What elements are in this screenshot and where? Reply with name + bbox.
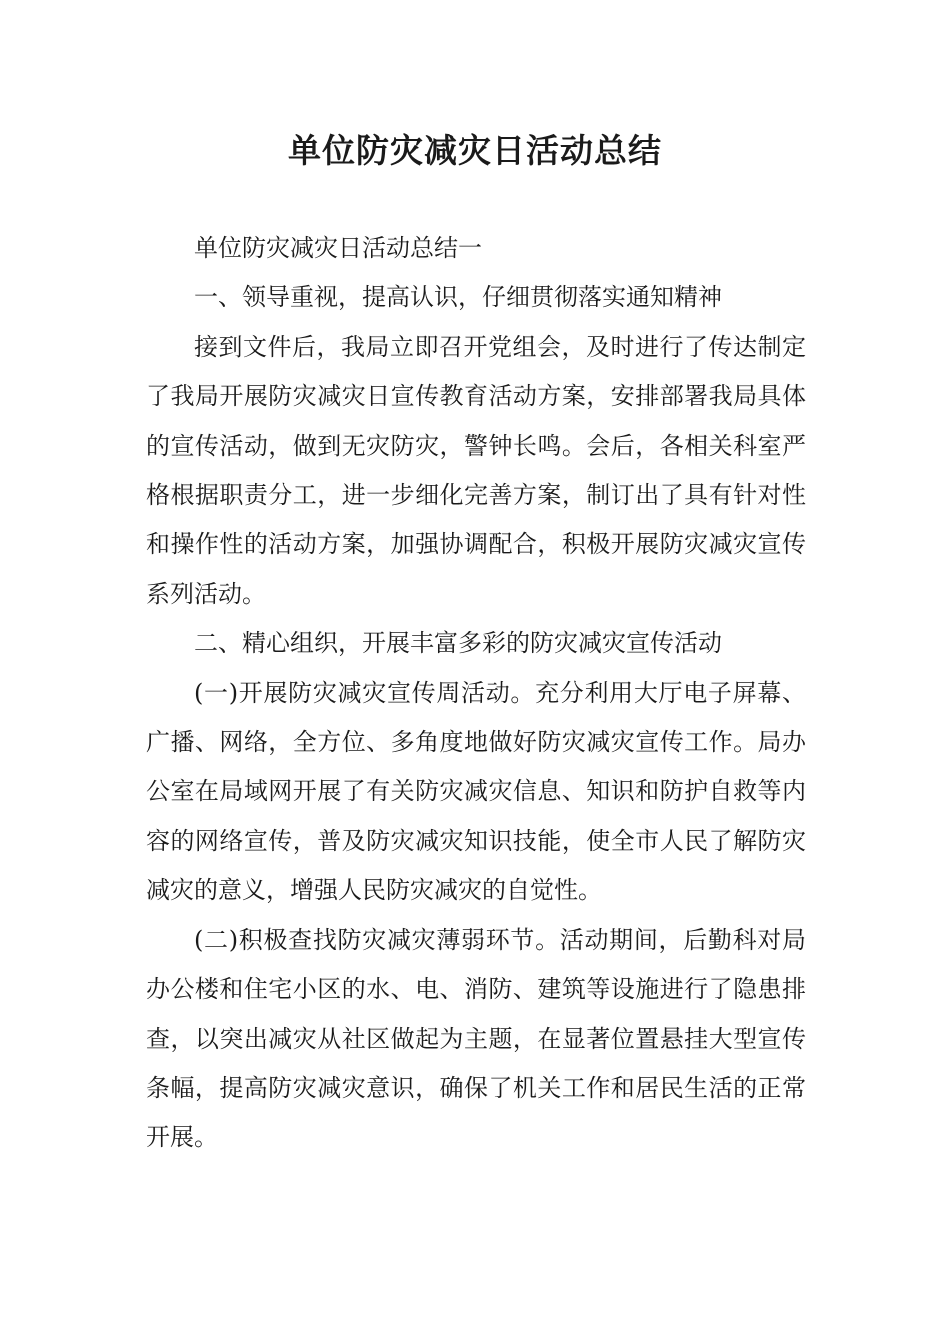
document-title: 单位防灾减灾日活动总结 <box>288 131 662 170</box>
body-paragraph: 接到文件后，我局立即召开党组会，及时进行了传达制定了我局开展防灾减灾日宣传教育活动方案，安排部署我局具体的宣传活动，做到无灾防灾，警钟长鸣。会后，各相关科室严格根据职责分工，进一步细化完善方案，制订出了具有针对性和操作性的活动方案，加强协调配合，积极开展防灾减灾宣传系列活动。 <box>146 332 806 608</box>
body-paragraph: (一)开展防灾减灾宣传周活动。充分利用大厅电子屏幕、广播、网络，全方位、多角度地做好防灾减灾宣传工作。局办公室在局域网开展了有关防灾减灾信息、知识和防护自救等内容的网络宣传，普及防灾减灾知识技能，使全市人民了解防灾减灾的意义，增强人民防灾减灾的自觉性。 <box>146 678 806 905</box>
document-body <box>146 224 806 1163</box>
section-heading: 单位防灾减灾日活动总结一 <box>194 234 482 262</box>
subsection-heading: 一、领导重视，提高认识，仔细贯彻落实通知精神 <box>194 283 722 312</box>
body-paragraph: (二)积极查找防灾减灾薄弱环节。活动期间，后勤科对局办公楼和住宅小区的水、电、消防、建筑等设施进行了隐患排查，以突出减灾从社区做起为主题，在显著位置悬挂大型宣传条幅，提高防灾减灾意识，确保了机关工作和居民生活的正常开展。 <box>146 925 806 1152</box>
subsection-heading: 二、精心组织，开展丰富多彩的防灾减灾宣传活动 <box>194 629 722 658</box>
